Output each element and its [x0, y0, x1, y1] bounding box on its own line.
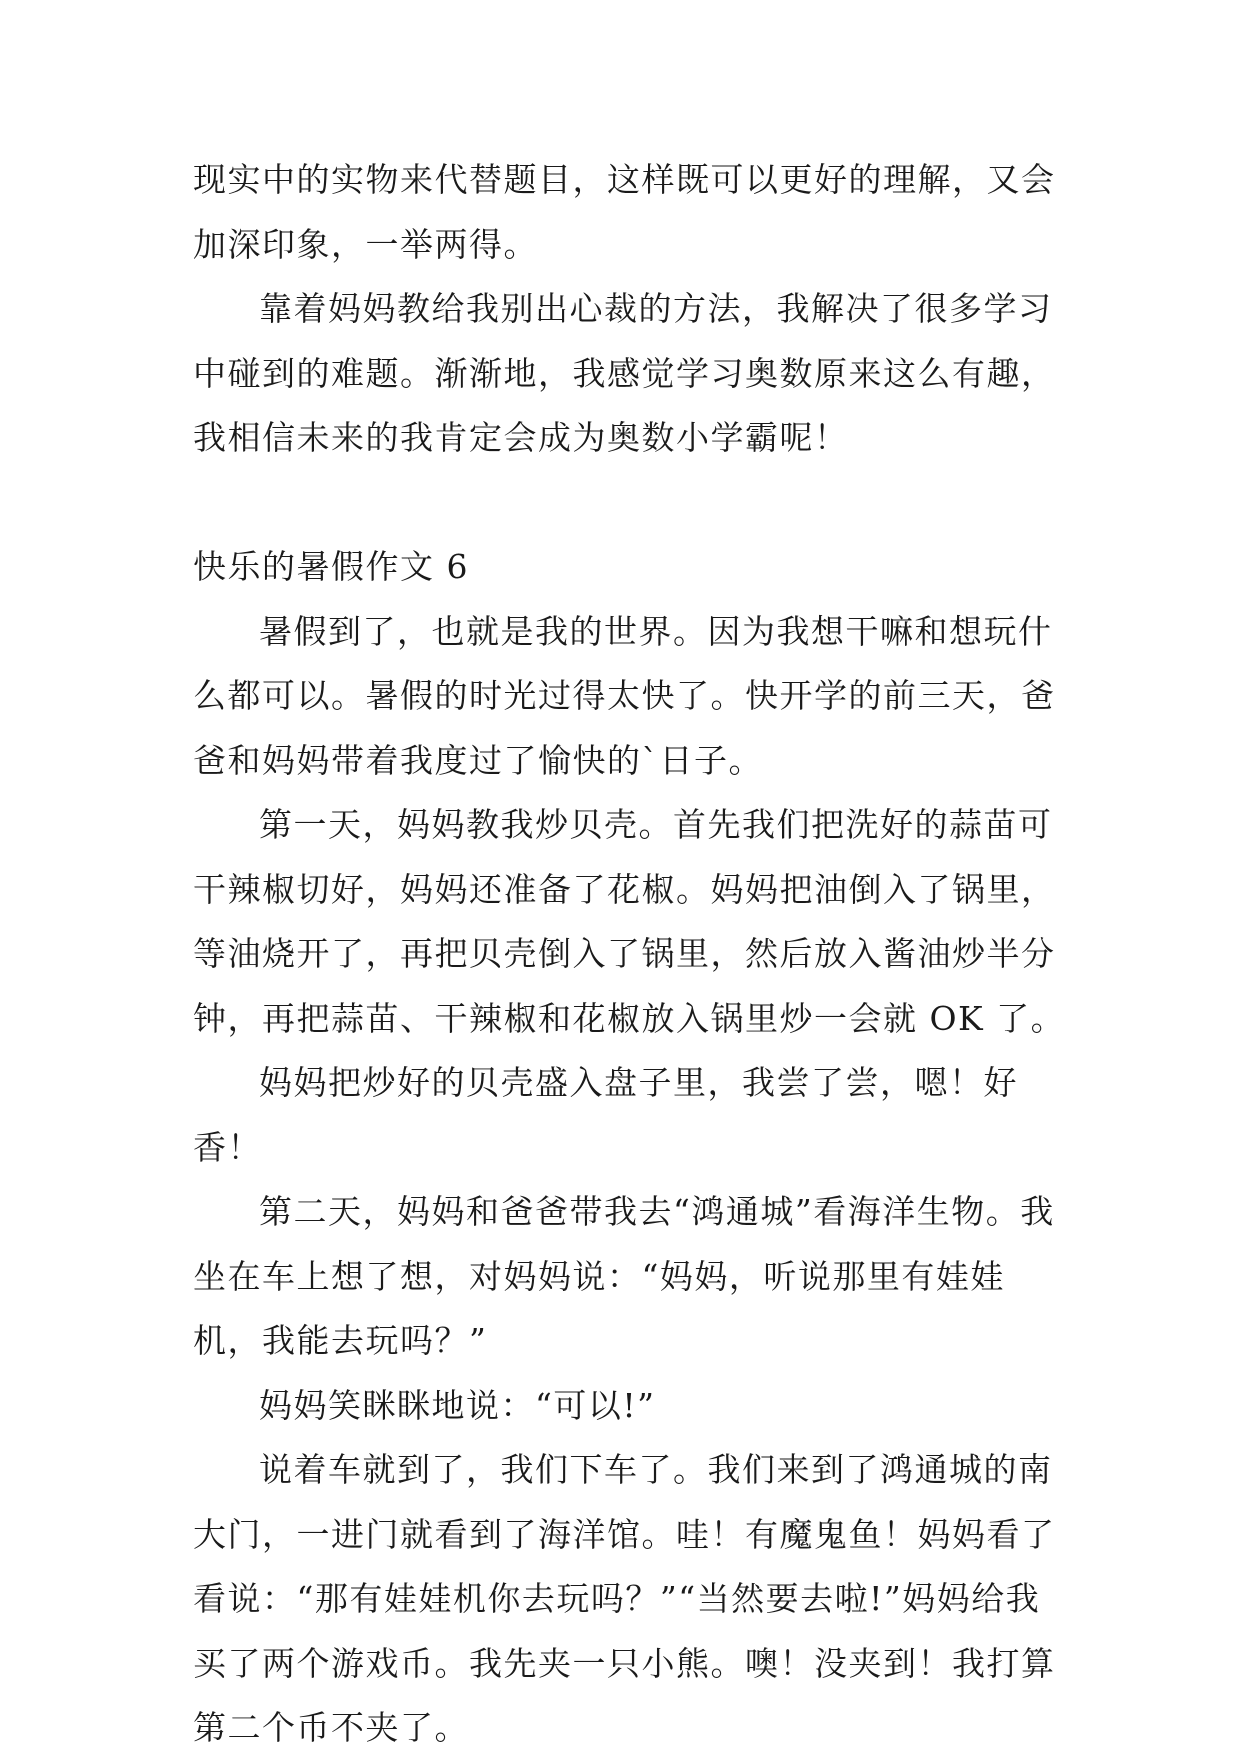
essay-paragraph: 说着车就到了，我们下车了。我们来到了鸿通城的南大门，一进门就看到了海洋馆。哇！有魔鬼鱼！妈妈看了看说：“那有娃娃机你去玩吗？”“当然要去啦!”妈妈给我买了两个游戏币。我先夹一只小熊。噢！没夹到！我打算第二个币不夹了。: [193, 1450, 1056, 1747]
essay-paragraph: 暑假到了，也就是我的世界。因为我想干嘛和想玩什么都可以。暑假的时光过得太快了。快开学的前三天，爸爸和妈妈带着我度过了愉快的`日子。: [193, 611, 1056, 780]
essay-title: 快乐的暑假作文 6: [193, 547, 469, 586]
paragraph-conclusion: 靠着妈妈教给我别出心裁的方法，我解决了很多学习中碰到的难题。渐渐地，我感觉学习奥数原来这么有趣，我相信未来的我肯定会成为奥数小学霸呢！: [193, 289, 1056, 457]
paragraph-continuation: 现实中的实物来代替题目，这样既可以更好的理解，又会加深印象，一举两得。: [193, 160, 1056, 264]
essay-paragraph: 妈妈笑眯眯地说：“可以!”: [259, 1385, 656, 1425]
essay-paragraph: 第一天，妈妈教我炒贝壳。首先我们把洗好的蒜苗可干辣椒切好，妈妈还准备了花椒。妈妈把油倒入了锅里，等油烧开了，再把贝壳倒入了锅里，然后放入酱油炒半分钟，再把蒜苗、干辣椒和花椒放入锅里炒一会就 OK 了。: [193, 805, 1066, 1038]
document-body: [193, 148, 1073, 1761]
essay-paragraph: 第二天，妈妈和爸爸带我去“鸿通城”看海洋生物。我坐在车上想了想，对妈妈说：“妈妈，听说那里有娃娃机，我能去玩吗？”: [193, 1192, 1055, 1360]
essay-paragraph: 妈妈把炒好的贝壳盛入盘子里，我尝了尝，嗯！好香！: [193, 1063, 1018, 1167]
